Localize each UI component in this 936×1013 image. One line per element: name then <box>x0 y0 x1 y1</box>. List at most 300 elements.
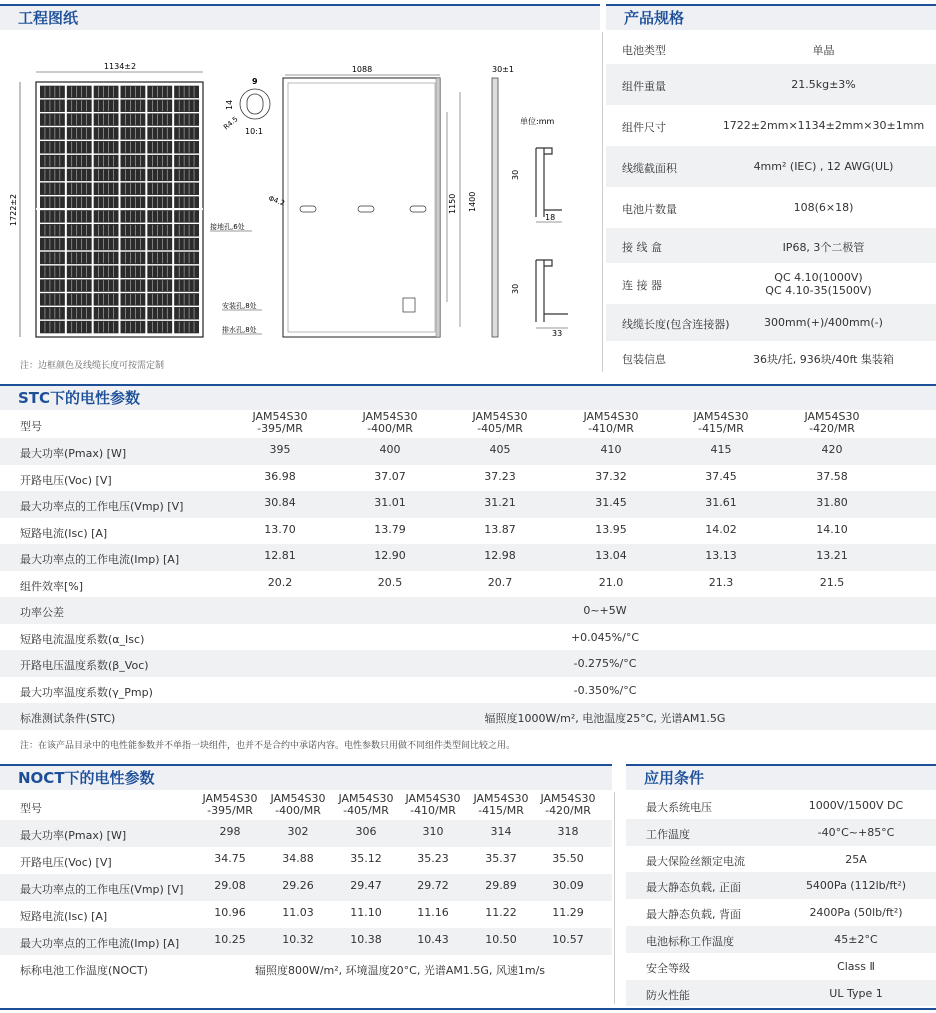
param-value: 35.50 <box>552 852 584 865</box>
param-value: 10.50 <box>485 933 517 946</box>
solar-cell <box>147 224 172 236</box>
solar-cell <box>40 183 65 195</box>
model-name: -400/MR <box>275 804 321 817</box>
spec-value: 1722±2mm×1134±2mm×30±1mm <box>722 119 925 132</box>
noct-row <box>0 874 612 901</box>
engineering-note: 注：边框颜色及线缆长度可按需定制 <box>20 361 165 371</box>
param-value: 30.84 <box>264 496 296 509</box>
param-value: 0~+5W <box>583 604 627 617</box>
param-value: 11.10 <box>350 906 382 919</box>
solar-cell <box>147 196 172 208</box>
solar-cell <box>147 127 172 139</box>
param-label: 开路电压(Voc) [V] <box>20 473 112 487</box>
solar-cell <box>174 127 199 139</box>
solar-cell <box>67 113 92 125</box>
model-name: JAM54S30 <box>270 792 326 805</box>
param-value: 302 <box>287 825 309 838</box>
solar-cell <box>40 113 65 125</box>
solar-cell <box>147 155 172 167</box>
spec-row <box>606 341 936 373</box>
app-row <box>626 899 936 926</box>
stc-row <box>0 491 936 518</box>
param-label: 最大功率点的工作电流(Imp) [A] <box>20 553 180 566</box>
bottom-rule <box>0 1008 936 1010</box>
solar-cell <box>174 279 199 291</box>
spec-value: 300mm(+)/400mm(-) <box>764 316 883 329</box>
solar-cell <box>40 238 65 250</box>
svg-text:18: 18 <box>545 213 556 222</box>
param-value: 37.58 <box>816 469 848 483</box>
solar-cell <box>67 266 92 278</box>
specs-title: 产品规格 <box>606 4 936 30</box>
param-value: 310 <box>422 825 444 838</box>
spec-label: 接 线 盒 <box>622 241 662 254</box>
engineering-title: 工程图纸 <box>0 4 600 30</box>
solar-cell <box>67 321 92 333</box>
solar-cell <box>94 252 119 264</box>
noct-row <box>0 847 612 874</box>
spec-label: 组件尺寸 <box>622 121 666 134</box>
param-label: 短路电流(Isc) [A] <box>20 910 108 923</box>
solar-cell <box>67 86 92 98</box>
solar-cell <box>40 321 65 333</box>
solar-cell <box>121 321 146 333</box>
model-name: -405/MR <box>343 804 389 817</box>
param-label: 最大功率点的工作电流(Imp) [A] <box>20 937 180 950</box>
solar-cell <box>67 224 92 236</box>
model-name: -410/MR <box>410 804 456 817</box>
solar-cell <box>67 183 92 195</box>
solar-cell <box>40 307 65 319</box>
solar-cell <box>174 100 199 112</box>
model-name: -395/MR <box>257 422 303 435</box>
stc-row <box>0 518 936 545</box>
solar-cell <box>40 86 65 98</box>
param-value: 37.07 <box>374 469 406 483</box>
model-name: -405/MR <box>477 422 523 435</box>
solar-cell <box>121 279 146 291</box>
solar-cell <box>40 196 65 208</box>
svg-text:1088: 1088 <box>351 65 373 74</box>
param-value: 14.10 <box>816 522 848 536</box>
param-value: 35.23 <box>417 852 449 865</box>
solar-cell <box>121 196 146 208</box>
spec-row <box>606 304 936 341</box>
model-name: JAM54S30 <box>693 410 749 423</box>
solar-cell <box>94 141 119 153</box>
engineering-drawing <box>0 32 600 362</box>
spec-label: 包装信息 <box>622 352 666 366</box>
solar-cell <box>67 196 92 208</box>
param-value: 306 <box>355 825 377 838</box>
solar-cell <box>67 238 92 250</box>
noct-header-row <box>0 792 612 820</box>
param-value: 29.47 <box>350 879 382 892</box>
param-value: 36.98 <box>264 469 296 483</box>
svg-text:Φ4.2: Φ4.2 <box>267 194 286 208</box>
solar-cell <box>121 238 146 250</box>
param-value: 12.98 <box>484 549 516 562</box>
solar-cell <box>94 169 119 181</box>
param-value: 11.29 <box>552 906 584 919</box>
solar-cell <box>147 183 172 195</box>
model-name: JAM54S30 <box>252 410 308 423</box>
solar-cell <box>67 100 92 112</box>
solar-cell <box>147 238 172 250</box>
param-value: 31.61 <box>705 496 737 509</box>
app-row <box>626 980 936 1007</box>
stc-row <box>0 465 936 492</box>
solar-cell <box>94 224 119 236</box>
solar-cell <box>121 307 146 319</box>
svg-text:1400: 1400 <box>468 191 477 212</box>
param-value: 34.88 <box>282 852 314 865</box>
param-value: 21.3 <box>708 575 734 589</box>
app-value: Class Ⅱ <box>837 959 875 973</box>
param-value: 29.72 <box>417 879 449 892</box>
solar-cell <box>40 141 65 153</box>
solar-cell <box>40 210 65 222</box>
app-value: 1000V/1500V DC <box>808 799 904 812</box>
panel-side-view <box>492 65 514 337</box>
solar-cell <box>147 279 172 291</box>
spec-row <box>606 32 936 64</box>
param-value: 10.32 <box>282 933 314 946</box>
param-value: 31.80 <box>816 496 848 509</box>
solar-cell <box>94 321 119 333</box>
spec-row <box>606 263 936 304</box>
app-label: 工作温度 <box>646 827 690 841</box>
solar-cell <box>147 307 172 319</box>
param-value: 31.21 <box>484 496 516 509</box>
spec-value: 4mm² (IEC) , 12 AWG(UL) <box>753 160 894 173</box>
param-value: 11.03 <box>282 906 314 919</box>
model-name: JAM54S30 <box>472 410 528 423</box>
solar-cell <box>40 279 65 291</box>
solar-cell <box>121 141 146 153</box>
app-row <box>626 872 936 899</box>
solar-cell <box>121 169 146 181</box>
param-value: 35.37 <box>485 852 517 865</box>
param-label: 最大功率温度系数(γ_Pmp) <box>20 685 153 699</box>
param-label: 最大功率点的工作电压(Vmp) [V] <box>20 883 184 896</box>
svg-text:排水孔,8处: 排水孔,8处 <box>222 326 257 334</box>
solar-cell <box>174 86 199 98</box>
app-value: 45±2°C <box>834 933 878 946</box>
spec-label: 线缆截面积 <box>622 162 677 175</box>
solar-cell <box>121 183 146 195</box>
solar-cell <box>94 279 119 291</box>
solar-cell <box>67 169 92 181</box>
param-value: 405 <box>489 443 511 456</box>
param-value: 13.87 <box>484 522 516 536</box>
solar-cell <box>94 100 119 112</box>
solar-cell <box>121 113 146 125</box>
model-name: -395/MR <box>207 804 253 817</box>
solar-cell <box>40 155 65 167</box>
param-value: 13.95 <box>595 522 627 536</box>
solar-cell <box>121 127 146 139</box>
solar-cell <box>174 293 199 305</box>
app-label: 最大静态负载, 正面 <box>646 881 741 895</box>
solar-cell <box>121 100 146 112</box>
svg-text:1150: 1150 <box>448 193 457 214</box>
param-value: 12.81 <box>264 549 296 562</box>
solar-cell <box>174 169 199 181</box>
spec-value: QC 4.10-35(1500V) <box>765 283 872 297</box>
stc-header-row <box>0 410 936 438</box>
solar-cell <box>94 238 119 250</box>
svg-text:33: 33 <box>552 329 563 338</box>
app-row <box>626 926 936 953</box>
param-label: 标称电池工作温度(NOCT) <box>20 964 148 977</box>
solar-cell <box>40 169 65 181</box>
param-value: 21.0 <box>598 575 624 589</box>
solar-cell <box>40 293 65 305</box>
solar-cell <box>147 210 172 222</box>
solar-cell <box>147 321 172 333</box>
stc-row <box>0 703 936 730</box>
stc-row <box>0 597 936 624</box>
param-value: 11.22 <box>485 906 517 919</box>
solar-cell <box>94 196 119 208</box>
solar-cell <box>147 252 172 264</box>
svg-text:14: 14 <box>225 99 234 110</box>
solar-cell <box>174 266 199 278</box>
model-name: JAM54S30 <box>583 410 639 423</box>
svg-text:单位:mm: 单位:mm <box>520 117 555 126</box>
param-value: 400 <box>379 443 401 456</box>
solar-cell <box>94 127 119 139</box>
param-value: 10.38 <box>350 933 382 946</box>
spec-value: 36块/托, 936块/40ft 集装箱 <box>753 352 894 366</box>
stc-row <box>0 650 936 677</box>
solar-cell <box>121 86 146 98</box>
solar-cell <box>121 155 146 167</box>
noct-row <box>0 955 612 982</box>
spec-row <box>606 228 936 263</box>
solar-cell <box>67 293 92 305</box>
param-value: 21.5 <box>819 575 845 589</box>
model-name: JAM54S30 <box>362 410 418 423</box>
solar-cell <box>121 224 146 236</box>
solar-cell <box>147 266 172 278</box>
noct-row <box>0 820 612 847</box>
app-label: 防火性能 <box>646 988 690 1002</box>
spec-row <box>606 64 936 105</box>
solar-cell <box>147 169 172 181</box>
divider <box>602 32 603 372</box>
noct-row <box>0 901 612 928</box>
param-value: 20.2 <box>267 575 293 589</box>
model-label: 型号 <box>20 420 42 433</box>
spec-value: 21.5kg±3% <box>791 78 856 91</box>
solar-cell <box>121 210 146 222</box>
app-label: 电池标称工作温度 <box>646 935 734 948</box>
noct-row <box>0 928 612 955</box>
solar-cell <box>40 252 65 264</box>
solar-cell <box>94 155 119 167</box>
param-value: 13.13 <box>705 549 737 562</box>
param-value: 10.57 <box>552 933 584 946</box>
model-name: JAM54S30 <box>804 410 860 423</box>
param-value: 410 <box>600 443 622 456</box>
dim-height: 1722±2 <box>9 193 18 227</box>
solar-cell <box>147 141 172 153</box>
app-value: -40°C~+85°C <box>817 825 895 839</box>
app-value: 2400Pa (50lb/ft²) <box>809 906 903 920</box>
spec-row <box>606 187 936 228</box>
param-value: 29.08 <box>214 879 246 892</box>
solar-cell <box>121 252 146 264</box>
param-label: 组件效率[%] <box>20 579 84 593</box>
param-value: 13.70 <box>264 522 296 536</box>
panel-front-view <box>9 62 203 337</box>
param-value: 415 <box>710 443 732 456</box>
panel-back-view <box>210 65 477 337</box>
param-label: 短路电流温度系数(α_Isc) <box>20 632 145 646</box>
svg-text:接地孔,6处: 接地孔,6处 <box>210 223 245 231</box>
param-value: 395 <box>269 443 291 456</box>
solar-cell <box>94 293 119 305</box>
solar-cell <box>147 113 172 125</box>
svg-text:R4.5: R4.5 <box>222 115 240 132</box>
solar-cell <box>147 100 172 112</box>
divider <box>614 792 615 1004</box>
dim-width: 1134±2 <box>103 62 137 71</box>
solar-cell <box>40 100 65 112</box>
param-value: 31.45 <box>595 496 627 509</box>
solar-cell <box>174 210 199 222</box>
solar-cell <box>147 86 172 98</box>
app-row <box>626 819 936 846</box>
model-name: JAM54S30 <box>405 792 461 805</box>
param-value: 37.32 <box>595 469 627 483</box>
svg-text:安装孔,8处: 安装孔,8处 <box>222 302 257 310</box>
model-label: 型号 <box>20 802 42 815</box>
solar-cell <box>174 238 199 250</box>
app-title: 应用条件 <box>626 764 936 790</box>
param-value: 辐照度1000W/m², 电池温度25°C, 光谱AM1.5G <box>484 712 726 725</box>
spec-value: QC 4.10(1000V) <box>774 270 863 284</box>
spec-label: 电池片数量 <box>622 203 677 216</box>
param-value: 20.7 <box>487 575 513 589</box>
solar-cell <box>40 127 65 139</box>
param-value: 10.96 <box>214 906 246 919</box>
app-row <box>626 846 936 873</box>
param-value: 298 <box>219 825 241 838</box>
stc-title: STC下的电性参数 <box>0 384 936 410</box>
param-value: 20.5 <box>377 575 403 589</box>
param-value: 35.12 <box>350 852 382 865</box>
param-label: 短路电流(Isc) [A] <box>20 526 108 540</box>
model-name: -420/MR <box>545 804 591 817</box>
spec-label: 电池类型 <box>622 43 666 57</box>
param-label: 开路电压(Voc) [V] <box>20 856 112 869</box>
stc-row <box>0 544 936 571</box>
param-value: 318 <box>557 825 579 838</box>
solar-cell <box>67 279 92 291</box>
solar-cell <box>94 266 119 278</box>
param-label: 最大功率(Pmax) [W] <box>20 447 127 460</box>
solar-cell <box>174 224 199 236</box>
param-value: 13.79 <box>374 522 406 536</box>
solar-cell <box>67 127 92 139</box>
param-value: -0.350%/°C <box>573 683 637 697</box>
solar-cell <box>174 321 199 333</box>
param-value: 10.25 <box>214 933 246 946</box>
stc-row <box>0 677 936 704</box>
param-value: +0.045%/°C <box>570 630 640 644</box>
stc-row <box>0 571 936 598</box>
param-value: 34.75 <box>214 852 246 865</box>
model-name: -400/MR <box>367 422 413 435</box>
solar-cell <box>67 307 92 319</box>
solar-cell <box>174 155 199 167</box>
spec-value: 单晶 <box>812 43 835 57</box>
model-name: JAM54S30 <box>338 792 394 805</box>
stc-note: 注：在该产品目录中的电性能参数并不单指一块组件，也并不是合约中承诺内容。电性参数只用做不同组件类型间比较之用。 <box>20 741 516 751</box>
param-value: 13.21 <box>816 549 848 562</box>
param-value: 314 <box>490 825 512 838</box>
solar-cell <box>121 266 146 278</box>
noct-title: NOCT下的电性参数 <box>0 764 612 790</box>
app-value: 5400Pa (112lb/ft²) <box>805 879 907 893</box>
model-name: -410/MR <box>588 422 634 435</box>
model-name: -420/MR <box>809 422 855 435</box>
model-name: JAM54S30 <box>473 792 529 805</box>
app-label: 安全等级 <box>646 961 690 975</box>
hole-detail <box>222 77 270 136</box>
model-name: -415/MR <box>478 804 524 817</box>
param-value: 辐照度800W/m², 环境温度20°C, 光谱AM1.5G, 风速1m/s <box>254 964 546 977</box>
app-value: 25A <box>845 852 867 866</box>
spec-value: IP68, 3个二极管 <box>782 241 865 254</box>
solar-cell <box>174 183 199 195</box>
stc-row <box>0 624 936 651</box>
spec-label: 连 接 器 <box>622 279 662 292</box>
param-value: 12.90 <box>374 549 406 562</box>
solar-cell <box>67 252 92 264</box>
solar-cell <box>147 293 172 305</box>
param-value: 14.02 <box>705 522 737 536</box>
spec-value: 108(6×18) <box>793 201 854 214</box>
solar-cell <box>94 183 119 195</box>
spec-row <box>606 146 936 187</box>
param-value: 11.16 <box>417 906 449 919</box>
solar-cell <box>40 224 65 236</box>
stc-row <box>0 438 936 465</box>
param-value: 29.89 <box>485 879 517 892</box>
param-value: 13.04 <box>595 549 627 562</box>
param-label: 功率公差 <box>20 606 64 619</box>
solar-cell <box>121 293 146 305</box>
model-name: JAM54S30 <box>540 792 596 805</box>
frame-profile <box>511 116 568 338</box>
app-label: 最大静态负载, 背面 <box>646 908 741 922</box>
solar-cell <box>67 141 92 153</box>
spec-row <box>606 105 936 146</box>
svg-text:10:1: 10:1 <box>245 127 263 136</box>
solar-cell <box>174 307 199 319</box>
svg-text:30: 30 <box>511 169 520 180</box>
app-value: UL Type 1 <box>829 986 883 1000</box>
param-label: 开路电压温度系数(β_Voc) <box>20 659 149 672</box>
app-label: 最大保险丝额定电流 <box>646 854 745 868</box>
param-value: 29.26 <box>282 879 314 892</box>
solar-cell <box>174 196 199 208</box>
solar-cell <box>174 113 199 125</box>
